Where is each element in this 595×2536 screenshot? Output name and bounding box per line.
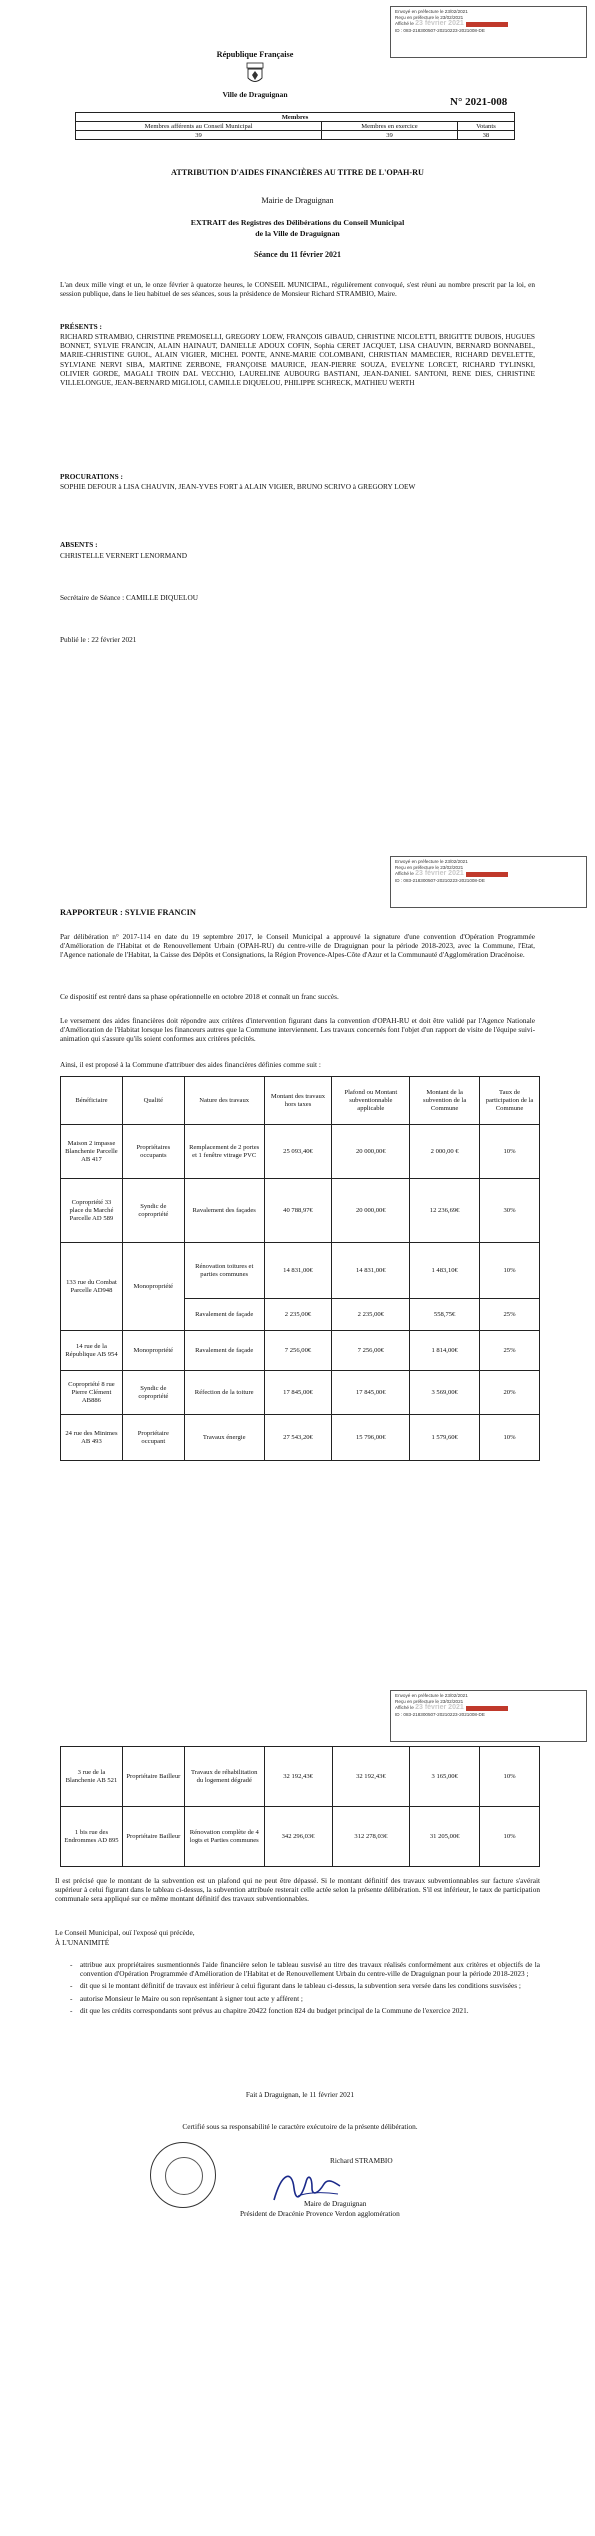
page-2 bbox=[0, 850, 595, 1680]
cell-beneficiaire: 133 rue du Combat Parcelle AD948 bbox=[61, 1243, 123, 1331]
cell-plafond: 2 235,00€ bbox=[332, 1299, 410, 1331]
cell-montant: 17 845,00€ bbox=[264, 1371, 332, 1415]
stamp-line-1: Envoyé en préfecture le 23/02/2021 bbox=[395, 9, 468, 14]
fait-line: Fait à Draguignan, le 11 février 2021 bbox=[245, 2090, 355, 2099]
col-header-nature: Nature des travaux bbox=[184, 1077, 264, 1125]
cell-beneficiaire: Copropriété 8 rue Pierre Clément AB886 bbox=[61, 1371, 123, 1415]
stamp-red-bar bbox=[466, 872, 508, 877]
procurations-text: SOPHIE DEFOUR à LISA CHAUVIN, JEAN-YVES FORT à ALAIN VIGIER, BRUNO SCRIVO à GREGORY LOEW bbox=[60, 482, 416, 491]
decision-text: dit que si le montant définitif de travaux est inférieur à celui figurant dans le tableau ci-dessus, la subvention sera versée dans les conditions susvisées ; bbox=[80, 1981, 521, 1991]
cell-taux: 10% bbox=[480, 1747, 540, 1807]
cell-plafond: 32 192,43€ bbox=[332, 1747, 410, 1807]
secretaire-line: Secrétaire de Séance : CAMILLE DIQUELOU bbox=[60, 593, 198, 602]
cell-nature: Remplacement de 2 portes et 1 fenêtre vitrage PVC bbox=[184, 1125, 264, 1179]
cell-subvention: 1 814,00€ bbox=[410, 1331, 480, 1371]
conseil-line: Le Conseil Municipal, ouï l'exposé qui précède, bbox=[55, 1928, 195, 1937]
list-item: - attribue aux propriétaires susmentionnés l'aide financière selon le tableau susvisé au titre des travaux réalisés conformément aux critères et objectifs de la convention d'Opération Programmée d'Amélioration de l'Habitat et de Renouvellement Urbain du centre-ville de Draguignan pour la période 2018-2023 ; bbox=[70, 1960, 540, 1979]
stamp-ghost-date: 23 février 2021 bbox=[415, 20, 464, 28]
cell-taux: 10% bbox=[480, 1125, 540, 1179]
mairie-line: Mairie de Draguignan bbox=[261, 196, 334, 205]
attribution-title: ATTRIBUTION D'AIDES FINANCIÈRES AU TITRE DE L'OPAH-RU bbox=[171, 168, 424, 177]
col-header-plafond: Plafond ou Montant subventionnable applicable bbox=[332, 1077, 410, 1125]
deliberation-number: N° 2021-008 bbox=[450, 96, 508, 108]
col-header-taux: Taux de participation de la Commune bbox=[480, 1077, 540, 1125]
cell-beneficiaire: Maison 2 impasse Blanchenie Parcelle AB 417 bbox=[61, 1125, 123, 1179]
decision-text: attribue aux propriétaires susmentionnés l'aide financière selon le tableau susvisé au titre des travaux réalisés conformément aux critères et objectifs de la convention d'Opération Programmée d'Amélioration de l'Habitat et de Renouvellement Urbain du centre-ville de Draguignan pour la période 2018-2023 ; bbox=[80, 1960, 540, 1979]
stamp-line-4: ID : 083-218300507-20210223-2021008-DE bbox=[395, 1711, 485, 1717]
cell-subvention: 2 000,00 € bbox=[410, 1125, 480, 1179]
list-item: - autorise Monsieur le Maire ou son représentant à signer tout acte y afférent ; bbox=[70, 1993, 303, 2003]
cell-taux: 10% bbox=[480, 1243, 540, 1299]
prefecture-stamp bbox=[390, 1690, 587, 1742]
stamp-line-2: Reçu en préfecture le 23/02/2021 bbox=[395, 1699, 464, 1705]
col-header-montant: Montant des travaux hors taxes bbox=[264, 1077, 332, 1125]
stamp-red-bar bbox=[466, 22, 508, 27]
extrait-line-1: EXTRAIT des Registres des Délibérations du Conseil Municipal bbox=[190, 218, 405, 227]
extrait-line-2: de la Ville de Draguignan bbox=[255, 229, 340, 238]
membres-table bbox=[75, 112, 515, 140]
col-header-qualite: Qualité bbox=[122, 1077, 184, 1125]
page-3 bbox=[0, 1690, 595, 2536]
absents-label: ABSENTS : bbox=[60, 540, 98, 549]
cell-nature: Rénovation toitures et parties communes bbox=[184, 1243, 264, 1299]
cell-taux: 10% bbox=[480, 1415, 540, 1461]
seance-date: Séance du 11 février 2021 bbox=[254, 250, 341, 259]
decision-list bbox=[70, 1960, 540, 2018]
cell-subvention: 3 165,00€ bbox=[410, 1747, 480, 1807]
procurations-label: PROCURATIONS : bbox=[60, 472, 123, 481]
stamp-line-4: ID : 083-218300507-20210223-2021008-DE bbox=[395, 877, 485, 883]
membres-value-exercice: 39 bbox=[322, 131, 458, 140]
list-item: - dit que les crédits correspondants sont prévus au chapitre 20422 fonction 824 du budget principal de la Commune de l'exercice 2021. bbox=[70, 2005, 469, 2015]
absents-text: CHRISTELLE VERNERT LENORMAND bbox=[60, 551, 187, 560]
membres-header-exercice: Membres en exercice bbox=[322, 122, 458, 131]
certifie-line: Certifié sous sa responsabilité le caractère exécutoire de la présente délibération. bbox=[182, 2122, 418, 2131]
cell-taux: 20% bbox=[480, 1371, 540, 1415]
cell-plafond: 20 000,00€ bbox=[332, 1125, 410, 1179]
membres-header-votants: Votants bbox=[457, 122, 514, 131]
cell-subvention: 558,75€ bbox=[410, 1299, 480, 1331]
prefecture-stamp bbox=[390, 856, 587, 908]
intro-paragraph: L'an deux mille vingt et un, le onze février à quatorze heures, le CONSEIL MUNICIPAL, régulièrement convoqué, s'est réuni au nombre prescrit par la loi, en session publique, dans le lieu habituel de ses séances, sous la présidence de Monsieur Richard STRAMBIO, Maire. bbox=[60, 280, 535, 299]
cell-plafond: 20 000,00€ bbox=[332, 1179, 410, 1243]
table-row bbox=[61, 1807, 540, 1867]
cell-nature: Rénovation complète de 4 logts et Parties communes bbox=[184, 1807, 264, 1867]
cell-taux: 25% bbox=[480, 1331, 540, 1371]
stamp-line-3: Affiché le bbox=[395, 1705, 414, 1711]
cell-qualite: Syndic de copropriété bbox=[122, 1179, 184, 1243]
cell-qualite: Propriétaire Bailleur bbox=[122, 1807, 184, 1867]
republique-heading: République Française bbox=[216, 50, 294, 59]
table-row bbox=[61, 1243, 540, 1299]
stamp-line-2: Reçu en préfecture le 23/02/2021 bbox=[395, 865, 464, 871]
page2-paragraph-2: Ce dispositif est rentré dans sa phase opérationnelle en octobre 2018 et connaît un franc succès. bbox=[60, 992, 339, 1001]
signataire-name: Richard STRAMBIO bbox=[330, 2156, 393, 2165]
cell-beneficiaire: 3 rue de la Blanchenie AB 521 bbox=[61, 1747, 123, 1807]
page-1 bbox=[0, 0, 595, 810]
cell-nature: Ravalement de façade bbox=[184, 1331, 264, 1371]
cell-plafond: 7 256,00€ bbox=[332, 1331, 410, 1371]
membres-title: Membres bbox=[76, 113, 515, 122]
list-item: - dit que si le montant définitif de travaux est inférieur à celui figurant dans le tableau ci-dessus, la subvention sera versée dans les conditions susvisées ; bbox=[70, 1981, 521, 1991]
cell-taux: 10% bbox=[480, 1807, 540, 1867]
col-header-beneficiaire: Bénéficiaire bbox=[61, 1077, 123, 1125]
page2-paragraph-3: Le versement des aides financières doit répondre aux critères d'intervention figurant dans la convention d'OPAH-RU et doit être validé par l'Agence Nationale d'Amélioration de l'Habitat lorsque les financeurs autres que la Commune interviennent. Les travaux concernés font l'objet d'un rapport de visite de l'équipe suivi-animation qui s'assure qu'ils soient conformes aux critères précités. bbox=[60, 1016, 535, 1044]
page2-paragraph-1: Par délibération n° 2017-114 en date du 19 septembre 2017, le Conseil Municipal a approuvé la signature d'une convention d'Opération Programmée d'Amélioration de l'Habitat et de Renouvellement Urbain (OPAH-RU) du centre-ville de Draguignan pour la période 2018-2023, avec la Commune, l'Etat, l'Agence nationale de l'Habitat, la Caisse des Dépôts et Consignations, la Région Provence-Alpes-Côte d'Azur et la Communauté d'Agglomération Dracénoise. bbox=[60, 932, 535, 960]
unanimite-line: À L'UNANIMITÉ bbox=[55, 1938, 110, 1947]
cell-subvention: 1 579,60€ bbox=[410, 1415, 480, 1461]
cell-qualite: Syndic de copropriété bbox=[122, 1371, 184, 1415]
membres-value-afferents: 39 bbox=[76, 131, 322, 140]
decision-text: dit que les crédits correspondants sont prévus au chapitre 20422 fonction 824 du budget principal de la Commune de l'exercice 2021. bbox=[80, 2005, 469, 2015]
cell-plafond: 15 796,00€ bbox=[332, 1415, 410, 1461]
cell-montant: 27 543,20€ bbox=[264, 1415, 332, 1461]
col-header-subvention: Montant de la subvention de la Commune bbox=[410, 1077, 480, 1125]
rapporteur-line: RAPPORTEUR : SYLVIE FRANCIN bbox=[60, 908, 196, 917]
stamp-red-bar bbox=[466, 1706, 508, 1711]
cell-montant: 2 235,00€ bbox=[264, 1299, 332, 1331]
cell-subvention: 3 569,00€ bbox=[410, 1371, 480, 1415]
cell-montant: 25 093,40€ bbox=[264, 1125, 332, 1179]
cell-montant: 40 788,97€ bbox=[264, 1179, 332, 1243]
cell-subvention: 31 205,00€ bbox=[410, 1807, 480, 1867]
stamp-line-3: Affiché le bbox=[395, 871, 414, 877]
membres-header-afferents: Membres afférents au Conseil Municipal bbox=[76, 122, 322, 131]
cell-qualite: Propriétaires occupants bbox=[122, 1125, 184, 1179]
cell-nature: Ravalement de façade bbox=[184, 1299, 264, 1331]
cell-beneficiaire: 24 rue des Minimes AB 493 bbox=[61, 1415, 123, 1461]
table-row bbox=[61, 1125, 540, 1179]
aides-table-continued bbox=[60, 1746, 540, 1867]
cell-plafond: 312 278,03€ bbox=[332, 1807, 410, 1867]
cell-qualite: Propriétaire occupant bbox=[122, 1415, 184, 1461]
table-row bbox=[61, 1371, 540, 1415]
cell-plafond: 14 831,00€ bbox=[332, 1243, 410, 1299]
presents-list: RICHARD STRAMBIO, CHRISTINE PREMOSELLI, GREGORY LOEW, FRANÇOIS GIBAUD, CHRISTINE NICOLETTI, BRIGITTE DUBOIS, HUGUES BONNET, SYLVIE FRANCIN, ALAIN HAINAUT, DANIELLE ADOUX COFIN, Sophia CERET JACQUET, LISA CHAUVIN, BERNARD BONNABEL, MARIE-CHRISTINE GUIOL, ALAIN VIGIER, MICHEL PONTE, ANNE-MARIE COLOMBANI, CHRISTIAN MAMECIER, RICHARD DEVELETTE, SYLVIANE NERVI SIBA, MARTINE ZERBONE, FRANÇOISE MAURICE, JEAN-PIERRE SOUZA, EVELYNE LORCET, RICHARD TYLINSKI, OLIVIER GORDE, MAGALI TROIN DAL VECCHIO, LAURELINE AUBOURG BASTIANI, JEAN-DANIEL SANTONI, RENE DIES, CHRISTINE VILLELONGUE, JEAN-BERNARD MIGLIOLI, CAMILLE DIQUELOU, PHILIPPE SCHRECK, MATHIEU WERTH bbox=[60, 332, 535, 388]
stamp-line-4: ID : 083-218300507-20210223-2021008-DE bbox=[395, 27, 485, 33]
cell-nature: Réfection de la toiture bbox=[184, 1371, 264, 1415]
table-row bbox=[61, 1415, 540, 1461]
cell-plafond: 17 845,00€ bbox=[332, 1371, 410, 1415]
stamp-line-1: Envoyé en préfecture le 23/02/2021 bbox=[395, 1693, 468, 1698]
page2-paragraph-4: Ainsi, il est proposé à la Commune d'attribuer des aides financières définies comme suit : bbox=[60, 1060, 321, 1069]
table-row bbox=[61, 1179, 540, 1243]
cell-beneficiaire: Copropriété 33 place du Marché Parcelle AD 589 bbox=[61, 1179, 123, 1243]
cell-nature: Travaux énergie bbox=[184, 1415, 264, 1461]
presents-label: PRÉSENTS : bbox=[60, 322, 102, 331]
stamp-ghost-date: 23 février 2021 bbox=[415, 1704, 464, 1712]
decision-text: autorise Monsieur le Maire ou son représentant à signer tout acte y afférent ; bbox=[80, 1993, 303, 2003]
cell-taux: 30% bbox=[480, 1179, 540, 1243]
page3-paragraph-1: Il est précisé que le montant de la subvention est un plafond qui ne peut être dépassé. Si le montant définitif des travaux subventionnables sur facture s'avérait supérieur à celui figurant dans le tableau ci-dessus, la subvention attribuée resterait celle actée selon la présente délibération. S'il est inférieur, le taux de participation communale sera appliqué sur ce même montant définitif des travaux subventionnables. bbox=[55, 1876, 540, 1904]
cell-qualite: Propriétaire Bailleur bbox=[122, 1747, 184, 1807]
cell-montant: 14 831,00€ bbox=[264, 1243, 332, 1299]
cell-montant: 342 296,03€ bbox=[264, 1807, 332, 1867]
table-row bbox=[61, 1747, 540, 1807]
ville-heading: Ville de Draguignan bbox=[222, 90, 288, 99]
cell-nature: Ravalement des façades bbox=[184, 1179, 264, 1243]
membres-value-votants: 38 bbox=[457, 131, 514, 140]
stamp-line-3: Affiché le bbox=[395, 21, 414, 27]
president-line: Président de Dracénie Provence Verdon agglomération bbox=[240, 2209, 400, 2218]
table-row bbox=[61, 1331, 540, 1371]
mairie-seal-icon bbox=[150, 2142, 216, 2208]
cell-qualite: Monopropriété bbox=[122, 1243, 184, 1331]
prefecture-stamp bbox=[390, 6, 587, 58]
aides-table bbox=[60, 1076, 540, 1461]
cell-nature: Travaux de réhabilitation du logement dégradé bbox=[184, 1747, 264, 1807]
cell-montant: 32 192,43€ bbox=[264, 1747, 332, 1807]
city-crest-icon bbox=[246, 62, 264, 86]
cell-taux: 25% bbox=[480, 1299, 540, 1331]
cell-montant: 7 256,00€ bbox=[264, 1331, 332, 1371]
cell-qualite: Monopropriété bbox=[122, 1331, 184, 1371]
stamp-ghost-date: 23 février 2021 bbox=[415, 870, 464, 878]
cell-beneficiaire: 14 rue de la République AB 954 bbox=[61, 1331, 123, 1371]
stamp-line-1: Envoyé en préfecture le 23/02/2021 bbox=[395, 859, 468, 864]
stamp-line-2: Reçu en préfecture le 23/02/2021 bbox=[395, 15, 464, 21]
maire-line: Maire de Draguignan bbox=[304, 2199, 367, 2208]
cell-beneficiaire: 1 bis rue des Endrommes AD 895 bbox=[61, 1807, 123, 1867]
publie-line: Publié le : 22 février 2021 bbox=[60, 635, 137, 644]
cell-subvention: 12 236,69€ bbox=[410, 1179, 480, 1243]
cell-subvention: 1 483,10€ bbox=[410, 1243, 480, 1299]
